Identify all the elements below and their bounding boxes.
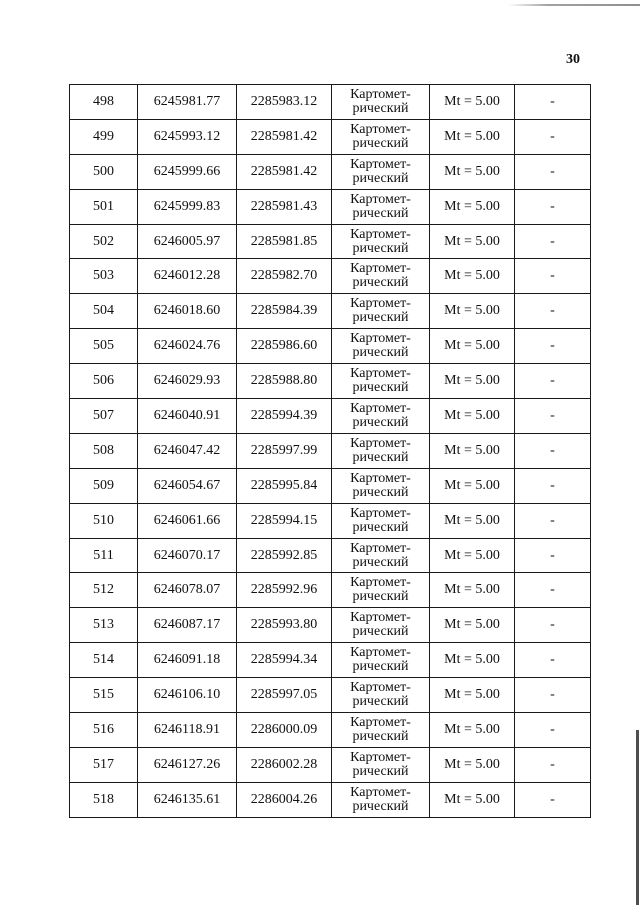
table-row <box>70 294 591 329</box>
method-line-1: Картомет- <box>350 784 411 800</box>
method-line-1: Картомет- <box>350 121 411 137</box>
table-row <box>70 433 591 468</box>
x-coordinate: 6246029.93 <box>138 364 237 399</box>
page-number: 30 <box>566 52 580 67</box>
method-line-1: Картомет- <box>350 610 411 626</box>
method-line-1: Картомет- <box>350 470 411 486</box>
accuracy-mt: Mt = 5.00 <box>430 85 515 120</box>
y-coordinate: 2285981.42 <box>237 119 332 154</box>
point-number: 506 <box>70 364 138 399</box>
method-cell <box>332 782 430 817</box>
method-line-1: Картомет- <box>350 296 411 312</box>
accuracy-mt: Mt = 5.00 <box>430 608 515 643</box>
method-line-1: Картомет- <box>350 540 411 556</box>
x-coordinate: 6246047.42 <box>138 433 237 468</box>
y-coordinate: 2286004.26 <box>237 782 332 817</box>
x-coordinate: 6246135.61 <box>138 782 237 817</box>
y-coordinate: 2285997.05 <box>237 678 332 713</box>
method-cell <box>332 538 430 573</box>
method-line-2: рический <box>352 135 409 151</box>
note-cell: - <box>515 503 591 538</box>
method-line-1: Картомет- <box>350 749 411 765</box>
note-cell: - <box>515 608 591 643</box>
method-line-1: Картомет- <box>350 331 411 347</box>
point-number: 505 <box>70 329 138 364</box>
x-coordinate: 6246091.18 <box>138 643 237 678</box>
scan-artifact-right <box>636 730 639 905</box>
point-number: 508 <box>70 433 138 468</box>
method-line-1: Картомет- <box>350 226 411 242</box>
y-coordinate: 2285982.70 <box>237 259 332 294</box>
note-cell: - <box>515 433 591 468</box>
method-cell <box>332 643 430 678</box>
method-cell <box>332 189 430 224</box>
accuracy-mt: Mt = 5.00 <box>430 433 515 468</box>
method-line-2: рический <box>352 728 409 744</box>
accuracy-mt: Mt = 5.00 <box>430 678 515 713</box>
note-cell: - <box>515 154 591 189</box>
note-cell: - <box>515 224 591 259</box>
method-line-2: рический <box>352 763 409 779</box>
method-line-2: рический <box>352 170 409 186</box>
note-cell: - <box>515 643 591 678</box>
y-coordinate: 2286000.09 <box>237 713 332 748</box>
note-cell: - <box>515 119 591 154</box>
method-line-2: рический <box>352 345 409 361</box>
y-coordinate: 2285994.39 <box>237 399 332 434</box>
table-row <box>70 538 591 573</box>
accuracy-mt: Mt = 5.00 <box>430 573 515 608</box>
y-coordinate: 2285981.85 <box>237 224 332 259</box>
accuracy-mt: Mt = 5.00 <box>430 468 515 503</box>
method-cell <box>332 399 430 434</box>
table-row <box>70 85 591 120</box>
table-row <box>70 329 591 364</box>
note-cell: - <box>515 747 591 782</box>
method-line-2: рический <box>352 100 409 116</box>
x-coordinate: 6245999.83 <box>138 189 237 224</box>
point-number: 510 <box>70 503 138 538</box>
point-number: 515 <box>70 678 138 713</box>
y-coordinate: 2286002.28 <box>237 747 332 782</box>
y-coordinate: 2285997.99 <box>237 433 332 468</box>
accuracy-mt: Mt = 5.00 <box>430 154 515 189</box>
method-cell <box>332 573 430 608</box>
accuracy-mt: Mt = 5.00 <box>430 782 515 817</box>
point-number: 500 <box>70 154 138 189</box>
method-cell <box>332 608 430 643</box>
point-number: 512 <box>70 573 138 608</box>
x-coordinate: 6246024.76 <box>138 329 237 364</box>
accuracy-mt: Mt = 5.00 <box>430 364 515 399</box>
accuracy-mt: Mt = 5.00 <box>430 189 515 224</box>
method-line-1: Картомет- <box>350 645 411 661</box>
y-coordinate: 2285981.43 <box>237 189 332 224</box>
table-row <box>70 259 591 294</box>
method-cell <box>332 364 430 399</box>
note-cell: - <box>515 782 591 817</box>
y-coordinate: 2285993.80 <box>237 608 332 643</box>
table-row <box>70 399 591 434</box>
accuracy-mt: Mt = 5.00 <box>430 119 515 154</box>
method-line-2: рический <box>352 205 409 221</box>
note-cell: - <box>515 713 591 748</box>
y-coordinate: 2285983.12 <box>237 85 332 120</box>
table-row <box>70 503 591 538</box>
table-row <box>70 782 591 817</box>
method-line-1: Картомет- <box>350 191 411 207</box>
accuracy-mt: Mt = 5.00 <box>430 259 515 294</box>
y-coordinate: 2285988.80 <box>237 364 332 399</box>
method-cell <box>332 119 430 154</box>
point-number: 509 <box>70 468 138 503</box>
accuracy-mt: Mt = 5.00 <box>430 503 515 538</box>
coordinates-table-body <box>70 85 591 818</box>
note-cell: - <box>515 85 591 120</box>
accuracy-mt: Mt = 5.00 <box>430 747 515 782</box>
accuracy-mt: Mt = 5.00 <box>430 399 515 434</box>
scan-artifact-top <box>508 4 640 6</box>
method-line-2: рический <box>352 798 409 814</box>
y-coordinate: 2285984.39 <box>237 294 332 329</box>
x-coordinate: 6246118.91 <box>138 713 237 748</box>
table-row <box>70 747 591 782</box>
method-cell <box>332 294 430 329</box>
note-cell: - <box>515 259 591 294</box>
note-cell: - <box>515 468 591 503</box>
point-number: 513 <box>70 608 138 643</box>
x-coordinate: 6246054.67 <box>138 468 237 503</box>
method-line-2: рический <box>352 484 409 500</box>
method-line-1: Картомет- <box>350 86 411 102</box>
x-coordinate: 6246040.91 <box>138 399 237 434</box>
method-line-1: Картомет- <box>350 366 411 382</box>
accuracy-mt: Mt = 5.00 <box>430 224 515 259</box>
note-cell: - <box>515 538 591 573</box>
method-line-2: рический <box>352 624 409 640</box>
method-line-1: Картомет- <box>350 261 411 277</box>
method-line-2: рический <box>352 240 409 256</box>
x-coordinate: 6246078.07 <box>138 573 237 608</box>
method-cell <box>332 259 430 294</box>
table-row <box>70 643 591 678</box>
note-cell: - <box>515 189 591 224</box>
table-row <box>70 189 591 224</box>
table-row <box>70 608 591 643</box>
method-line-2: рический <box>352 659 409 675</box>
method-line-1: Картомет- <box>350 156 411 172</box>
method-line-2: рический <box>352 449 409 465</box>
method-cell <box>332 85 430 120</box>
method-cell <box>332 224 430 259</box>
method-cell <box>332 503 430 538</box>
x-coordinate: 6246061.66 <box>138 503 237 538</box>
x-coordinate: 6246018.60 <box>138 294 237 329</box>
point-number: 503 <box>70 259 138 294</box>
method-line-2: рический <box>352 554 409 570</box>
method-cell <box>332 329 430 364</box>
x-coordinate: 6245981.77 <box>138 85 237 120</box>
method-cell <box>332 678 430 713</box>
table-row <box>70 364 591 399</box>
y-coordinate: 2285994.34 <box>237 643 332 678</box>
accuracy-mt: Mt = 5.00 <box>430 294 515 329</box>
y-coordinate: 2285981.42 <box>237 154 332 189</box>
y-coordinate: 2285995.84 <box>237 468 332 503</box>
table-row <box>70 468 591 503</box>
method-line-1: Картомет- <box>350 680 411 696</box>
point-number: 511 <box>70 538 138 573</box>
x-coordinate: 6246087.17 <box>138 608 237 643</box>
method-line-2: рический <box>352 694 409 710</box>
note-cell: - <box>515 364 591 399</box>
note-cell: - <box>515 294 591 329</box>
table-row <box>70 678 591 713</box>
point-number: 514 <box>70 643 138 678</box>
table-row <box>70 713 591 748</box>
x-coordinate: 6246005.97 <box>138 224 237 259</box>
point-number: 502 <box>70 224 138 259</box>
x-coordinate: 6245999.66 <box>138 154 237 189</box>
x-coordinate: 6246106.10 <box>138 678 237 713</box>
y-coordinate: 2285992.96 <box>237 573 332 608</box>
y-coordinate: 2285992.85 <box>237 538 332 573</box>
method-line-1: Картомет- <box>350 714 411 730</box>
point-number: 501 <box>70 189 138 224</box>
method-cell <box>332 154 430 189</box>
x-coordinate: 6246127.26 <box>138 747 237 782</box>
x-coordinate: 6246070.17 <box>138 538 237 573</box>
method-cell <box>332 713 430 748</box>
method-line-2: рический <box>352 414 409 430</box>
table-row <box>70 119 591 154</box>
method-line-1: Картомет- <box>350 575 411 591</box>
note-cell: - <box>515 399 591 434</box>
y-coordinate: 2285994.15 <box>237 503 332 538</box>
accuracy-mt: Mt = 5.00 <box>430 643 515 678</box>
table-row <box>70 224 591 259</box>
method-line-1: Картомет- <box>350 505 411 521</box>
accuracy-mt: Mt = 5.00 <box>430 538 515 573</box>
note-cell: - <box>515 329 591 364</box>
point-number: 507 <box>70 399 138 434</box>
method-line-1: Картомет- <box>350 400 411 416</box>
point-number: 516 <box>70 713 138 748</box>
point-number: 518 <box>70 782 138 817</box>
y-coordinate: 2285986.60 <box>237 329 332 364</box>
point-number: 499 <box>70 119 138 154</box>
coordinates-table <box>69 84 591 818</box>
point-number: 498 <box>70 85 138 120</box>
method-line-1: Картомет- <box>350 435 411 451</box>
table-row <box>70 573 591 608</box>
x-coordinate: 6245993.12 <box>138 119 237 154</box>
method-line-2: рический <box>352 519 409 535</box>
point-number: 517 <box>70 747 138 782</box>
method-cell <box>332 468 430 503</box>
point-number: 504 <box>70 294 138 329</box>
accuracy-mt: Mt = 5.00 <box>430 713 515 748</box>
accuracy-mt: Mt = 5.00 <box>430 329 515 364</box>
method-line-2: рический <box>352 589 409 605</box>
method-cell <box>332 433 430 468</box>
method-line-2: рический <box>352 275 409 291</box>
method-line-2: рический <box>352 380 409 396</box>
method-cell <box>332 747 430 782</box>
table-row <box>70 154 591 189</box>
note-cell: - <box>515 678 591 713</box>
method-line-2: рический <box>352 310 409 326</box>
note-cell: - <box>515 573 591 608</box>
x-coordinate: 6246012.28 <box>138 259 237 294</box>
